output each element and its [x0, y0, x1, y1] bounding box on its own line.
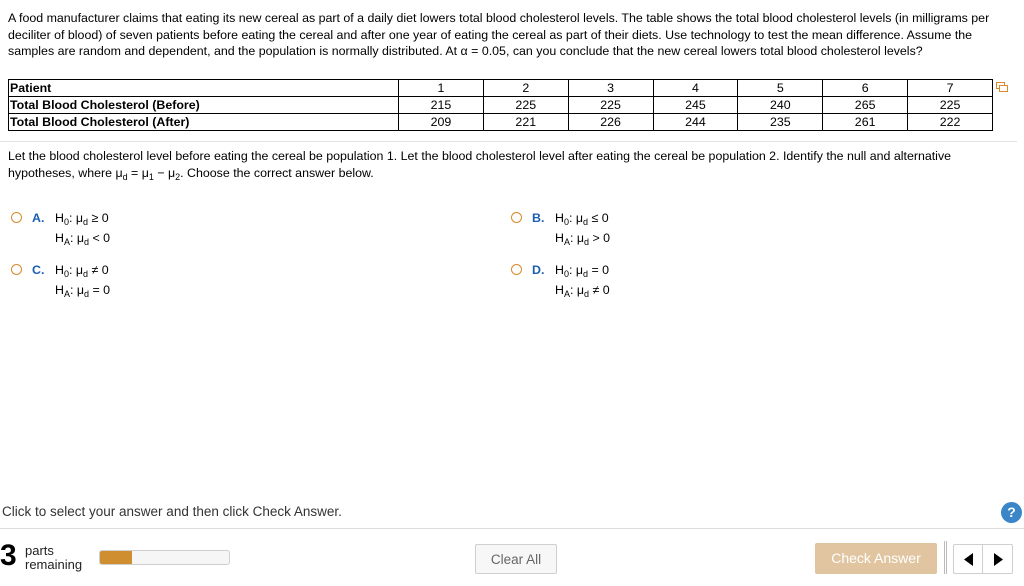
row-label: Total Blood Cholesterol (Before) [9, 97, 399, 114]
alternative-hypothesis: $H_A$: $\mu_d = 0$ [55, 283, 111, 299]
radio-b[interactable] [511, 212, 522, 223]
parts-label-line2: remaining [25, 557, 83, 572]
parts-count: 3 [0, 539, 17, 572]
option-b[interactable] [511, 208, 971, 250]
table-cell: 4 [653, 80, 738, 97]
sub-2: 2 [175, 171, 181, 182]
alternative-hypothesis: $H_A$: $\mu_d < 0$ [55, 231, 111, 247]
mu-symbol: μ [168, 165, 176, 180]
option-letter: D. [532, 263, 545, 277]
table-cell: 6 [823, 80, 908, 97]
table-cell: 225 [908, 97, 993, 114]
table-cell: 261 [823, 114, 908, 131]
table-cell: 2 [483, 80, 568, 97]
table-cell: 244 [653, 114, 738, 131]
option-c[interactable] [11, 260, 471, 302]
parts-label-line1: parts [25, 543, 54, 558]
table-cell: 265 [823, 97, 908, 114]
prompt-part1: Let the blood cholesterol level before eating the cereal be population 1. Let the blood cholesterol level after eating the cereal be population 2. Identify the null and alternative hypotheses, where [8, 149, 952, 180]
table-cell: 222 [908, 114, 993, 131]
null-hypothesis: $H_0$: $\mu_d \ne 0$ [55, 263, 109, 279]
divider [0, 141, 1017, 142]
table-cell: 1 [399, 80, 484, 97]
progress-bar [99, 550, 230, 565]
prev-button[interactable] [953, 544, 983, 574]
mu-symbol: μ [141, 165, 149, 180]
option-letter: A. [32, 211, 45, 225]
mu-symbol: μ [115, 165, 123, 180]
null-hypothesis: $H_0$: $\mu_d = 0$ [555, 263, 610, 279]
data-table [8, 79, 993, 131]
prompt-text [8, 148, 1008, 181]
table-cell: 215 [399, 97, 484, 114]
radio-d[interactable] [511, 264, 522, 275]
clear-all-button[interactable]: Clear All [475, 544, 557, 574]
next-button[interactable] [983, 544, 1013, 574]
sub-1: 1 [148, 171, 154, 182]
table-cell: 3 [568, 80, 653, 97]
table-cell: 5 [738, 80, 823, 97]
table-cell: 7 [908, 80, 993, 97]
table-cell: 221 [483, 114, 568, 131]
sub-d: d [122, 171, 128, 182]
nav-separator [944, 541, 947, 574]
alternative-hypothesis: $H_A$: $\mu_d > 0$ [555, 231, 611, 247]
minus: − [153, 165, 169, 180]
radio-a[interactable] [11, 212, 22, 223]
footer-divider [0, 528, 1024, 529]
table-cell: 226 [568, 114, 653, 131]
table-cell: 240 [738, 97, 823, 114]
option-a[interactable] [11, 208, 471, 250]
table-cell: 209 [399, 114, 484, 131]
table-cell: 225 [483, 97, 568, 114]
null-hypothesis: $H_0$: $\mu_d \ge 0$ [55, 211, 109, 227]
check-answer-button[interactable]: Check Answer [815, 543, 937, 574]
table-cell: 245 [653, 97, 738, 114]
option-letter: B. [532, 211, 545, 225]
row-label: Patient [9, 80, 399, 97]
parts-label [25, 544, 82, 572]
question-text: A food manufacturer claims that eating its new cereal as part of a daily diet lowers total blood cholesterol levels. The table shows the total blood cholesterol levels (in milligrams per deciliter of blood) of seven patients before eating the cereal and after one year of eating the cereal as part of their diets. Use technology to test the mean difference. Assume the samples are random and dependent, and the population is normally distributed. At α = 0.05, can you conclude that the new cereal lowers total blood cholesterol levels? [8, 11, 990, 59]
option-letter: C. [32, 263, 45, 277]
table-cell: 235 [738, 114, 823, 131]
table-row [9, 114, 993, 131]
copy-icon[interactable] [996, 82, 1008, 92]
instruction-text: Click to select your answer and then click Check Answer. [2, 504, 342, 519]
table-cell: 225 [568, 97, 653, 114]
help-icon[interactable]: ? [1001, 502, 1022, 523]
null-hypothesis: $H_0$: $\mu_d \le 0$ [555, 211, 609, 227]
prompt-part2: . Choose the correct answer below. [180, 165, 374, 180]
alternative-hypothesis: $H_A$: $\mu_d \ne 0$ [555, 283, 610, 299]
table-row [9, 80, 993, 97]
radio-c[interactable] [11, 264, 22, 275]
equals: = [127, 165, 142, 180]
progress-fill [100, 551, 132, 564]
row-label: Total Blood Cholesterol (After) [9, 114, 399, 131]
next-arrow-icon [992, 553, 1004, 566]
option-d[interactable] [511, 260, 971, 302]
table-row [9, 97, 993, 114]
prev-arrow-icon [963, 553, 975, 566]
